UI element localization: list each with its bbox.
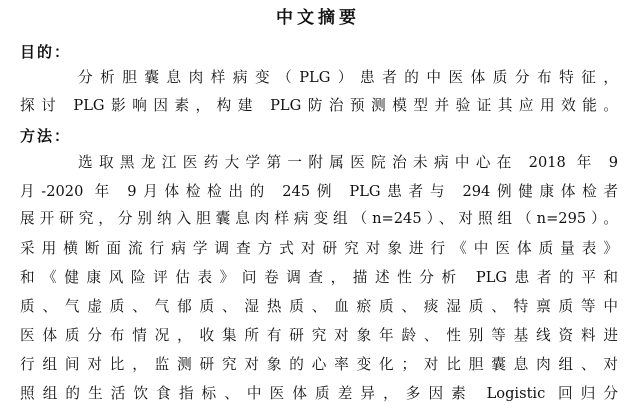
page-title: 中文摘要: [276, 8, 360, 28]
paragraph-line: 月-2020 年 9月体检检出的 245例 PLG患者与 294例健康体检者: [20, 183, 618, 200]
paragraph-line: 采用横断面流行病学调查方式对研究对象进行《中医体质量表》: [20, 240, 618, 257]
paragraph-line: 质、气虚质、气郁质、湿热质、血瘀质、痰湿质、特禀质等中: [20, 298, 618, 315]
paragraph-line: 医体质分布情况，收集所有研究对象年龄、性别等基线资料进: [20, 327, 618, 344]
paragraph-line: 行组间对比，监测研究对象的心率变化；对比胆囊息肉组、对: [20, 356, 618, 373]
paragraph-line: 探讨 PLG影响因素，构建 PLG防治预测模型并验证其应用效能。: [20, 97, 618, 114]
paragraph-line: 和《健康风险评估表》问卷调查，描述性分析 PLG患者的平和: [20, 269, 618, 286]
paragraph-line: 照组的生活饮食指标、中医体质差异，多因素 Logistic 回归分: [20, 385, 618, 402]
paragraph-line: 选取黑龙江医药大学第一附属医院治未病中心在 2018 年 9: [78, 154, 618, 171]
section-heading-objective: 目的：: [20, 43, 72, 61]
paragraph-line: 展开研究，分别纳入胆囊息肉样病变组（n=245）、对照组（n=295）。: [20, 210, 618, 227]
paragraph-line: 分析胆囊息肉样病变（PLG）患者的中医体质分布特征，: [78, 69, 618, 86]
section-heading-method: 方法：: [20, 127, 72, 145]
